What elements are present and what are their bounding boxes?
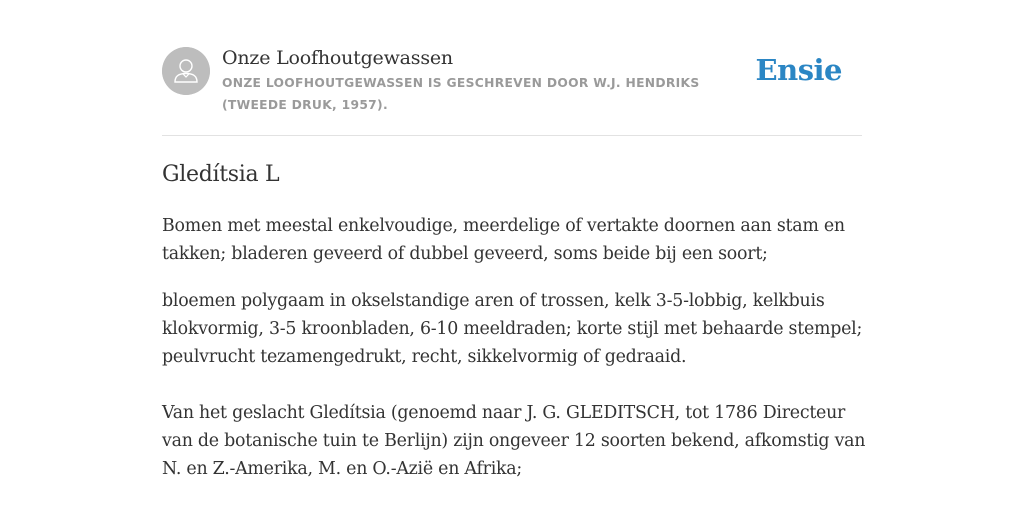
entry-paragraph: bloemen polygaam in okselstandige aren of trossen, kelk 3-5-lobbig, kelkbuis klokvormig, 3-5 kroonbladen, 6-10 meeldraden; korte stijl met behaarde stempel; peulvrucht tezamengedrukt, recht, sikkelvormig of gedraaid.: [162, 291, 863, 367]
entry-title: Gledítsia L: [162, 162, 280, 187]
source-header: [162, 46, 862, 136]
source-description: ONZE LOOFHOUTGEWASSEN IS GESCHREVEN DOOR W.J. HENDRIKS (TWEEDE DRUK, 1957).: [222, 76, 700, 112]
entry-paragraph: Van het geslacht Gledítsia (genoemd naar J. G. GLEDITSCH, tot 1786 Directeur van de botanische tuin te Berlijn) zijn ongeveer 12 soorten bekend, afkomstig van N. en Z.-Amerika, M. en O.-Azië en Afrika;: [162, 403, 866, 479]
entry-content: [162, 212, 867, 483]
entry-paragraph: Bomen met meestal enkelvoudige, meerdelige of vertakte doornen aan stam en takken; bladeren geveerd of dubbel geveerd, soms beide bij een soort;: [162, 216, 845, 264]
ensie-logo[interactable]: Ensie: [755, 53, 842, 87]
user-icon: [162, 47, 210, 95]
header-divider: [162, 135, 862, 136]
source-title[interactable]: Onze Loofhoutgewassen: [222, 47, 453, 69]
